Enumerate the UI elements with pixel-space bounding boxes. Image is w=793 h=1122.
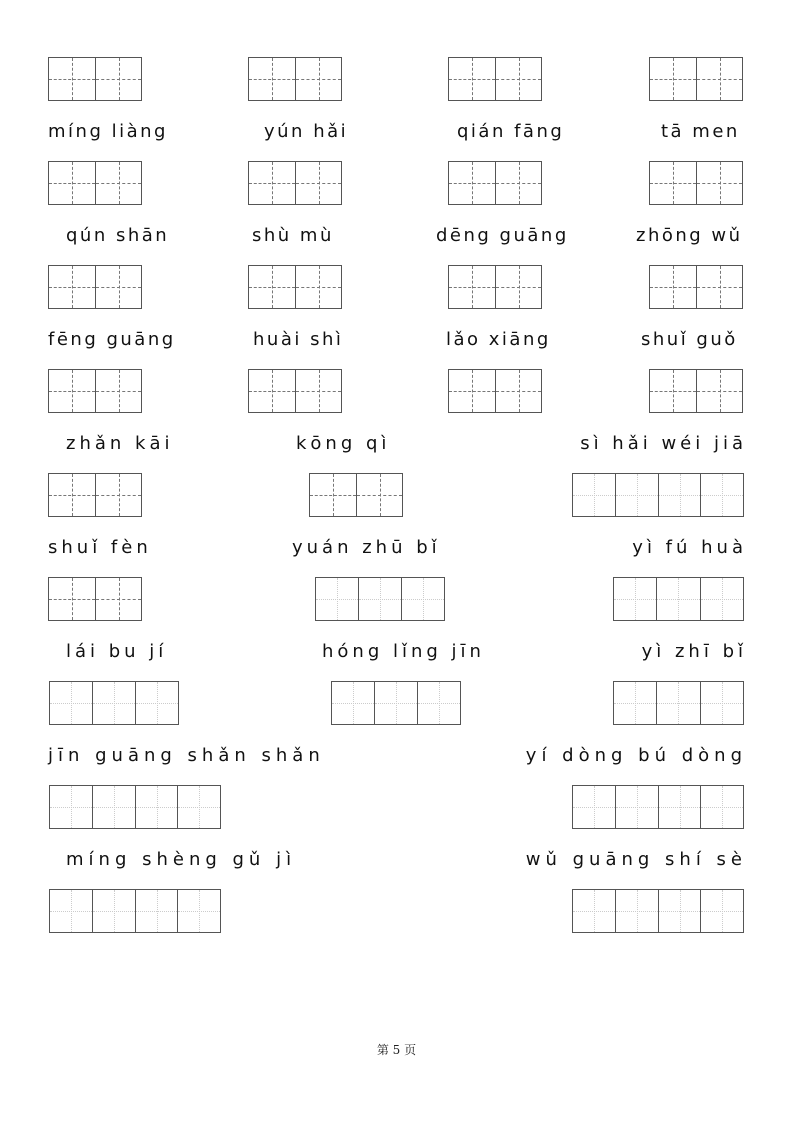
grid-cell[interactable] [573, 786, 615, 828]
grid-cell[interactable] [50, 682, 92, 724]
grid-cell[interactable] [495, 58, 541, 100]
grid-cell[interactable] [249, 370, 295, 412]
grid-cell[interactable] [449, 266, 495, 308]
pinyin-label: yún hǎi [264, 121, 349, 142]
writing-grid[interactable] [48, 577, 142, 621]
grid-cell[interactable] [614, 682, 656, 724]
grid-cell[interactable] [495, 266, 541, 308]
grid-cell[interactable] [249, 162, 295, 204]
writing-grid[interactable] [48, 473, 142, 517]
grid-cell[interactable] [95, 162, 141, 204]
pinyin-label: kōng qì [296, 433, 391, 454]
pinyin-label: yí dòng bú dòng [525, 745, 747, 766]
grid-cell[interactable] [700, 474, 743, 516]
grid-cell[interactable] [449, 162, 495, 204]
pinyin-label: yì fú huà [632, 537, 747, 558]
writing-grid[interactable] [248, 265, 342, 309]
grid-cell[interactable] [696, 58, 742, 100]
writing-grid[interactable] [448, 369, 542, 413]
grid-cell[interactable] [358, 578, 400, 620]
writing-grid[interactable] [448, 161, 542, 205]
grid-cell[interactable] [658, 786, 701, 828]
grid-cell[interactable] [449, 370, 495, 412]
pinyin-label: shuǐ fèn [48, 537, 152, 558]
grid-cell[interactable] [573, 890, 615, 932]
grid-cell[interactable] [615, 786, 658, 828]
grid-cell[interactable] [696, 370, 742, 412]
writing-grid[interactable] [613, 577, 744, 621]
grid-cell[interactable] [95, 578, 141, 620]
grid-cell[interactable] [249, 58, 295, 100]
pinyin-label: míng shèng gǔ jì [66, 849, 297, 870]
writing-grid[interactable] [448, 57, 542, 101]
pinyin-label: zhǎn kāi [66, 433, 174, 454]
grid-cell[interactable] [135, 890, 178, 932]
grid-cell[interactable] [49, 58, 95, 100]
pinyin-label: dēng guāng [436, 225, 569, 246]
grid-cell[interactable] [49, 474, 95, 516]
page-number: 5 [392, 1043, 401, 1057]
writing-grid[interactable] [248, 57, 342, 101]
pinyin-label: hóng lǐng jīn [322, 641, 485, 662]
writing-grid[interactable] [48, 369, 142, 413]
grid-cell[interactable] [495, 370, 541, 412]
grid-cell[interactable] [656, 578, 699, 620]
grid-cell[interactable] [295, 58, 341, 100]
grid-cell[interactable] [135, 786, 178, 828]
grid-cell[interactable] [614, 578, 656, 620]
footer-suffix: 页 [404, 1043, 417, 1057]
grid-cell[interactable] [495, 162, 541, 204]
grid-cell[interactable] [49, 266, 95, 308]
grid-cell[interactable] [95, 474, 141, 516]
grid-cell[interactable] [700, 890, 743, 932]
pinyin-label: huài shì [253, 329, 344, 350]
grid-cell[interactable] [295, 370, 341, 412]
writing-grid[interactable] [649, 369, 743, 413]
writing-grid[interactable] [248, 161, 342, 205]
grid-cell[interactable] [401, 578, 444, 620]
grid-cell[interactable] [135, 682, 178, 724]
grid-cell[interactable] [650, 370, 696, 412]
pinyin-label: qián fāng [457, 121, 565, 142]
writing-grid[interactable] [49, 889, 221, 933]
writing-grid[interactable] [572, 889, 744, 933]
pinyin-label: shuǐ guǒ [641, 329, 738, 350]
grid-cell[interactable] [295, 162, 341, 204]
grid-cell[interactable] [95, 370, 141, 412]
writing-grid[interactable] [315, 577, 445, 621]
grid-cell[interactable] [316, 578, 358, 620]
grid-cell[interactable] [50, 786, 92, 828]
grid-cell[interactable] [332, 682, 374, 724]
writing-grid[interactable] [49, 681, 179, 725]
grid-cell[interactable] [177, 786, 220, 828]
pinyin-label: sì hǎi wéi jiā [580, 433, 747, 454]
pinyin-label: yì zhī bǐ [641, 641, 747, 662]
grid-cell[interactable] [50, 890, 92, 932]
grid-cell[interactable] [658, 474, 701, 516]
grid-cell[interactable] [615, 474, 658, 516]
writing-grid[interactable] [48, 161, 142, 205]
writing-grid[interactable] [48, 265, 142, 309]
pinyin-label: míng liàng [48, 121, 168, 142]
pinyin-label: qún shān [66, 225, 170, 246]
writing-grid[interactable] [448, 265, 542, 309]
grid-cell[interactable] [449, 58, 495, 100]
grid-cell[interactable] [374, 682, 416, 724]
writing-grid[interactable] [248, 369, 342, 413]
writing-grid[interactable] [649, 265, 743, 309]
grid-cell[interactable] [658, 890, 701, 932]
grid-cell[interactable] [49, 162, 95, 204]
pinyin-label: lái bu jí [66, 641, 168, 662]
grid-cell[interactable] [700, 786, 743, 828]
pinyin-label: tā men [661, 121, 740, 142]
pinyin-label: fēng guāng [48, 329, 176, 350]
grid-cell[interactable] [95, 266, 141, 308]
grid-cell[interactable] [177, 890, 220, 932]
grid-cell[interactable] [92, 786, 135, 828]
grid-cell[interactable] [92, 890, 135, 932]
writing-grid[interactable] [572, 785, 744, 829]
grid-cell[interactable] [417, 682, 460, 724]
writing-grid[interactable] [309, 473, 403, 517]
writing-grid[interactable] [613, 681, 744, 725]
grid-cell[interactable] [650, 58, 696, 100]
grid-cell[interactable] [696, 162, 742, 204]
grid-cell[interactable] [696, 266, 742, 308]
writing-grid[interactable] [49, 785, 221, 829]
page-footer [0, 1041, 793, 1058]
pinyin-label: yuán zhū bǐ [292, 537, 441, 558]
pinyin-label: lǎo xiāng [446, 329, 551, 350]
grid-cell[interactable] [700, 578, 743, 620]
grid-cell[interactable] [49, 578, 95, 620]
grid-cell[interactable] [92, 682, 134, 724]
grid-cell[interactable] [573, 474, 615, 516]
pinyin-label: zhōng wǔ [636, 225, 743, 246]
grid-cell[interactable] [49, 370, 95, 412]
grid-cell[interactable] [650, 266, 696, 308]
grid-cell[interactable] [656, 682, 699, 724]
writing-grid[interactable] [331, 681, 461, 725]
pinyin-label: jīn guāng shǎn shǎn [48, 745, 325, 766]
grid-cell[interactable] [615, 890, 658, 932]
pinyin-label: wǔ guāng shí sè [525, 849, 747, 870]
grid-cell[interactable] [356, 474, 402, 516]
writing-grid[interactable] [48, 57, 142, 101]
writing-grid[interactable] [572, 473, 744, 517]
writing-grid[interactable] [649, 57, 743, 101]
grid-cell[interactable] [310, 474, 356, 516]
writing-grid[interactable] [649, 161, 743, 205]
footer-prefix: 第 [376, 1043, 389, 1057]
grid-cell[interactable] [295, 266, 341, 308]
pinyin-label: shù mù [252, 225, 334, 246]
grid-cell[interactable] [249, 266, 295, 308]
grid-cell[interactable] [95, 58, 141, 100]
grid-cell[interactable] [650, 162, 696, 204]
grid-cell[interactable] [700, 682, 743, 724]
